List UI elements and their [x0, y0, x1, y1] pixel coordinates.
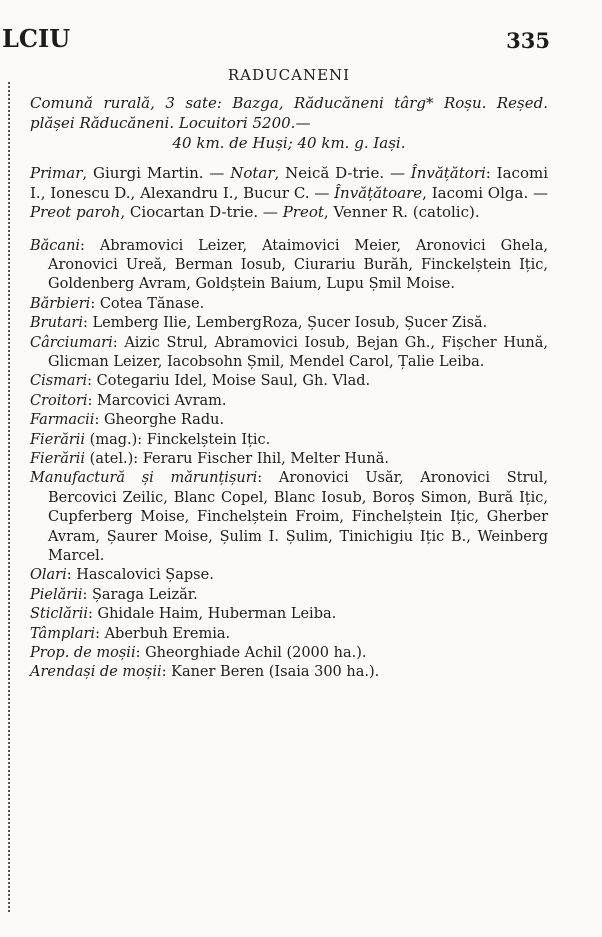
margin-rule — [8, 82, 12, 912]
intro-line-1: Comună rurală, 3 sate: Bazga, Răducăneni târg* Roșu. — [30, 94, 487, 112]
entry-category: Cismari — [30, 373, 88, 390]
official-separator: : — [485, 164, 497, 182]
entry-category: Cârciumari — [30, 334, 113, 351]
running-header: LCIU — [2, 24, 71, 53]
commune-description — [30, 93, 548, 153]
entry-names: Aberbuh Eremia. — [104, 625, 231, 642]
entry-separator: : — [90, 295, 100, 312]
entry-separator: : — [95, 625, 105, 642]
entry-separator: : — [82, 315, 93, 332]
directory-entry — [30, 334, 548, 373]
directory-entry — [30, 411, 548, 430]
directory-entry — [30, 566, 548, 585]
entry-names: Cotegariu Idel, Moise Saul, Gh. Vlad. — [96, 373, 371, 390]
official-names: Iacomi I., Ionescu D., Alexandru I., Bucur C. — — [30, 164, 548, 202]
entry-category: Arendași de moșii — [30, 664, 162, 681]
entry-names: Hascalovici Șapse. — [76, 567, 214, 584]
entry-separator: : — [257, 470, 279, 487]
official-separator: , — [274, 164, 286, 182]
directory-entry — [30, 392, 548, 411]
directory-entry — [30, 644, 548, 663]
entry-names: (mag.): Finckelștein Ițic. — [89, 431, 271, 448]
entry-category: Croitori — [30, 392, 88, 409]
official-role: Preot paroh — [30, 203, 121, 221]
entry-names: Abramovici Leizer, Ataimovici Meier, Aronovici Ghela, Aronovici Ureă, Berman Iosub, Ciurariu Burăh, Finckelștein Ițic, Goldenberg Avram, Goldștein Baium, Lupu Șmil Moise. — [48, 237, 548, 293]
entry-category: Fierării — [30, 431, 86, 448]
entry-separator: : — [66, 567, 77, 584]
directory-entry — [30, 372, 548, 391]
official-role: Primar — [30, 164, 83, 182]
directory-entry — [30, 605, 548, 624]
entry-names: Marcovici Avram. — [97, 392, 227, 409]
official-separator: , — [323, 203, 334, 221]
trades-directory — [30, 237, 548, 683]
directory-entry — [30, 450, 548, 469]
official-separator: , — [422, 183, 432, 202]
entry-category: Băcani — [30, 237, 81, 254]
directory-entry — [30, 469, 548, 566]
official-separator: , — [120, 203, 130, 221]
entry-category: Manufactură și mărunțișuri — [30, 470, 258, 487]
directory-entry — [30, 625, 548, 644]
entry-names: Cotea Tănase. — [99, 295, 205, 312]
entry-names: (atel.): Feraru Fischer Ihil, Melter Hună. — [89, 450, 389, 467]
official-role: Învățătoare — [334, 183, 423, 202]
directory-entry — [30, 431, 548, 450]
directory-entry — [30, 295, 548, 314]
entry-names: Aizic Strul, Abramovici Iosub, Bejan Gh., Fișcher Hună, Glicman Leizer, Iacobsohn Șmil, Mendel Carol, Țalie Leiba. — [48, 334, 548, 370]
entry-category: Tâmplari — [30, 625, 96, 642]
entry-category: Pielării — [30, 586, 83, 603]
entry-category: Bărbieri — [30, 295, 91, 312]
directory-entry — [30, 663, 548, 682]
page-body — [30, 66, 548, 683]
entry-category: Fierării — [30, 450, 86, 467]
directory-entry — [30, 237, 548, 295]
entry-separator: : — [135, 645, 146, 662]
entry-category: Brutari — [30, 315, 83, 332]
intro-line-2: Reșed. plășei Răducăneni. Locuitori 5200.— — [30, 94, 548, 132]
entry-names: Lemberg Ilie, LembergRoza, Șucer Iosub, Șucer Zisă. — [92, 315, 488, 332]
section-title: RADUCANENI — [227, 66, 351, 84]
official-role: Preot — [282, 203, 324, 221]
official-names: Iacomi Olga. — — [431, 183, 548, 202]
official-separator: , — [82, 164, 94, 182]
officials-paragraph — [30, 164, 548, 223]
entry-category: Prop. de moșii — [30, 645, 136, 662]
official-names: Giurgi Martin. — — [93, 164, 231, 182]
entry-category: Farmacii — [30, 412, 95, 429]
directory-entry — [30, 586, 548, 605]
intro-line-3: 40 km. de Huși; 40 km. g. Iași. — [172, 134, 406, 152]
entry-separator: : — [161, 664, 172, 681]
entry-names: Gheorghe Radu. — [103, 412, 225, 429]
official-names: Neică D-trie. — — [285, 164, 411, 182]
official-names: Venner R. (catolic). — [333, 203, 480, 221]
entry-category: Sticlării — [30, 606, 89, 623]
entry-separator: : — [94, 412, 104, 429]
entry-separator: : — [82, 586, 92, 603]
official-role: Învățători — [410, 164, 486, 182]
official-names: Ciocartan D-trie. — — [129, 203, 283, 221]
entry-names: Ghidale Haim, Huberman Leiba. — [97, 606, 337, 623]
entry-separator: : — [87, 373, 97, 390]
entry-separator: : — [112, 334, 125, 351]
entry-names: Șaraga Leizăr. — [91, 586, 198, 603]
official-role: Notar — [230, 164, 275, 182]
page-number: 335 — [506, 28, 550, 53]
entry-category: Olari — [30, 567, 67, 584]
entry-names: Kaner Beren (Isaia 300 ha.). — [171, 664, 380, 681]
directory-entry — [30, 314, 548, 333]
entry-separator: : — [80, 237, 100, 254]
entry-separator: : — [87, 392, 98, 409]
entry-separator: : — [88, 606, 98, 623]
entry-names: Gheorghiade Achil (2000 ha.). — [145, 645, 367, 662]
entry-names: Aronovici Usăr, Aronovici Strul, Bercovici Zeilic, Blanc Copel, Blanc Iosub, Boroș Simon, Bură Ițic, Cupferberg Moise, Finchelștein Froim, Finchelștein Ițic, Gherber Avram, Șaurer Moise, Șulim I. Șulim, Tinichigiu Ițic B., Weinberg Marcel. — [48, 470, 548, 564]
